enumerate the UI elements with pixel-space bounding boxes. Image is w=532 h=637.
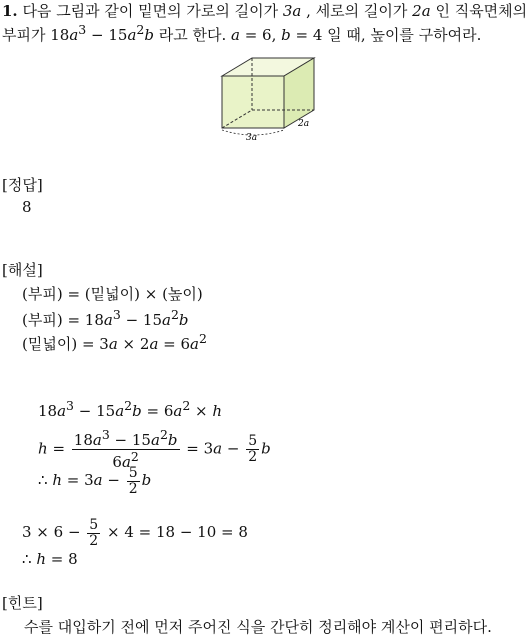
width-label: 3a [246, 133, 258, 143]
problem-number: 1. [2, 2, 18, 20]
cuboid-front-face [222, 76, 284, 128]
solution-heading: [해설] [2, 261, 43, 279]
problem-line-1: 1. 다음 그림과 같이 밑면의 가로의 길이가 3a , 세로의 길이가 2a 인 직육면체의 [2, 2, 528, 20]
solution-line-2: (부피) = $18a^3 - 15a^2b$ [22, 307, 189, 329]
solution-line-7: 3 × 6 − $\frac{5}{2}$ × 4 = 18 − 10 = 8 [22, 517, 248, 549]
solution-line-5: h = $\frac{18a^3 - 15a^2b}{6a^2}$ = 3a − $\frac{5}{2}$ b [38, 427, 271, 471]
solution-line-6: ∴ h = 3a − $\frac{5}{2}$ b [38, 465, 152, 497]
hint-text: 수를 대입하기 전에 먼저 주어진 식을 간단히 정리해야 계산이 편리하다. [24, 618, 492, 636]
hint-heading: [힌트] [2, 594, 43, 612]
answer-value: 8 [22, 198, 32, 216]
solution-line-1: (부피) = (밑넓이) × (높이) [22, 285, 203, 303]
cuboid-figure [216, 54, 318, 144]
problem-line-2: 부피가 $18a^3 - 15a^2b$ 라고 한다. a = 6, b = 4 일 때, 높이를 구하여라. [2, 22, 482, 44]
answer-heading: [정답] [2, 176, 43, 194]
solution-line-3: (밑넓이) = $3a \times 2a = 6a^2$ [22, 331, 207, 353]
depth-label: 2a [298, 119, 310, 129]
solution-line-4: $18a^3 - 15a^2b = 6a^2 \times h$ [38, 398, 223, 420]
solution-line-8: ∴ h = 8 [22, 550, 78, 568]
